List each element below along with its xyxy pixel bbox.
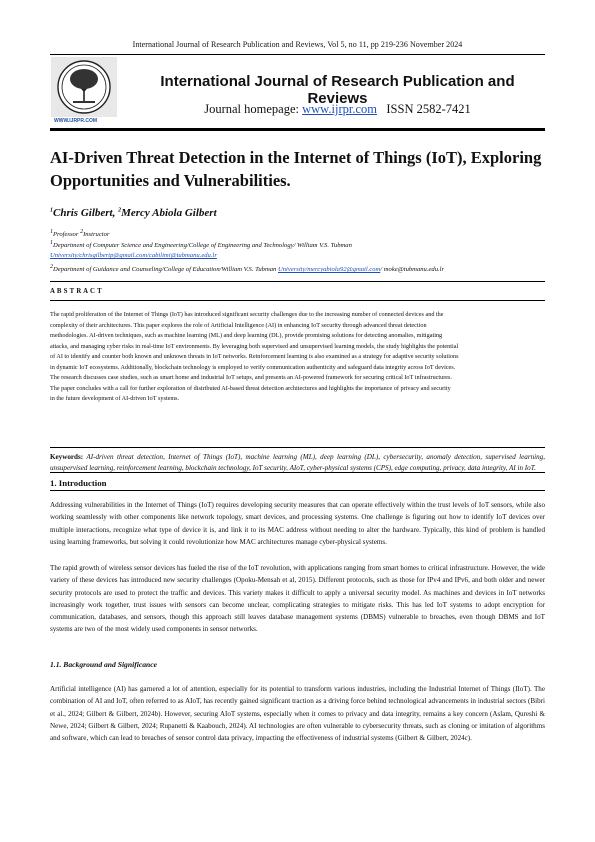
abstract-line: complexity of their architectures. This paper explores the role of Artificial Intelligence (AI) in enhancing IoT security through advanced threat detection [50,321,427,329]
author-2-mark: 2 [118,207,122,214]
abstract-line: in the future development of AI-driven IoT systems. [50,395,180,403]
abstract-line: The rapid proliferation of the Internet of Things (IoT) has introduced significant security challenges due to the increasing number of connected devices and the [50,311,444,318]
author-1-name: Chris Gilbert, [53,207,119,219]
keywords-label: Keywords: [50,453,84,461]
abstract-body [50,310,545,405]
author-2-name: Mercy Abiola Gilbert [121,207,217,219]
abstract-heading: A B S T R A C T [50,288,102,295]
section-1-paragraph-2: The rapid growth of wireless sensor devices has fueled the rise of the IoT revolution, with applications ranging from smart homes to critical infrastructure. However, the wide variety of these devices has introduced new security challenges (Opoku-Mensah et al, 2015). Different protocols, such as those for IPv4 and IPv6, and both older and newer security protocols are used to protect the traffic and devices. This variety makes it difficult to apply a universal security model. As machines and devices in IoT networks increasingly work together, trust issues with sensors can become unclear, complicating strategies to mitigate risks. This has led IoT systems to adopt encryption for communication, databases, and sensors, though this approach still leaves database management systems (DBMS) vulnerable to breaches, even though DBMS and IoT systems are two of the most widely used components in sensor networks. [50,564,545,634]
divider-abstract [50,300,545,301]
abstract-line: of AI to identify and counter both known and unknown threats in IoT networks. Reinforcement learning is also examined as a strategy for adaptive security solutions [50,353,459,361]
affiliation-1-emails [50,251,550,260]
keywords [50,452,545,473]
subsection-1-1-heading: 1.1. Background and Significance [50,660,157,669]
subsection-1-1-paragraph-1: Artificial intelligence (AI) has garnered a lot of attention, especially for its potential to transform various industries, including the Industrial Internet of Things (IIoT). The combination of AI and IoT, often referred to as AIoT, has recently gained significant traction as a driving force behind technological advancements in industrial sectors (Bibri et al., 2024; Gilbert & Gilbert, 2024b). However, securing AIoT systems, especially when it comes to privacy and data integrity, remains a key concern (Aslam, Qureshi & Newe, 2024; Gilbert & Gilbert, 2024; Rupanetti & Kaabouch, 2024). AI technologies are often vulnerable to cybersecurity threats, such as cloning or imitation of algorithms and software, which can lead to breaches of sensor control data privacy, impacting the effectiveness of industrial systems (Gilbert & Gilbert, 2024c). [50,685,545,743]
affiliation-1-mark: 1 [50,240,53,246]
affiliation-2-text: Department of Guidance and Counseling/College of Education/William V.S. Tubman [53,266,278,274]
affiliation-1-email-link[interactable]: University/chrisgilbertp@gmail.com/cabilimi@tubmanu.edu.lr [50,252,217,259]
paper-title: AI-Driven Threat Detection in the Internet of Things (IoT), Exploring Opportunities and Vulnerabilities. [50,148,542,190]
section-1-paragraph-1: Addressing vulnerabilities in the Internet of Things (IoT) requires developing security measures that can operate effectively within the trust levels of IoT sensors, while also working seamlessly with other components like network topology, smart devices, and processing systems. One challenge is figuring out how to identify IoT devices over multiple interactions, recognize what type of device it is, and link it to its MAC address without needing to alter the hardware. Typically, this kind of problem is handled using learning frameworks, but solving it could revolutionize how MAC architectures manage cyber-physical systems. [50,501,545,546]
keywords-text: AI-driven threat detection, Internet of Things (IoT), machine learning (ML), deep learning (DL), cybersecurity, anomaly detection, supervised learning, unsupervised learning, reinforcement learning, blockchain technology, IoT security, AIoT, cyber-physical systems (CPS), edge computing, privacy, data integrity, AI in IoT. [50,453,545,472]
homepage-label: Journal homepage: [204,102,299,116]
role-1: Professor [53,231,81,239]
journal-masthead [50,54,545,131]
affiliation-2-mark: 2 [50,264,53,270]
issn: ISSN 2582-7421 [386,102,471,116]
affiliation-2-email-2: / moke@tubmanu.edu.lr [380,266,445,274]
author-roles [50,228,550,239]
affiliation-1 [50,239,550,250]
journal-logo-tree-icon [51,57,117,125]
divider-keywords [50,447,545,448]
abstract-line: attacks, and managing cyber risks in real-time IoT environments. By leveraging both supervised and unsupervised learning models, the study highlights the potential [50,342,459,350]
abstract-line: in dynamic IoT ecosystems. Additionally, blockchain technology is employed to verify communication authenticity and safeguard data integrity across IoT devices. [50,363,456,371]
author-1-mark: 1 [50,207,53,214]
abstract-line: The paper concludes with a call for further exploration of distributed AI-based threat detection architectures and highlights the importance of privacy and security [50,384,451,392]
running-header: International Journal of Research Publication and Reviews, Vol 5, no 11, pp 219-236 November 2024 [132,40,463,49]
journal-title: International Journal of Research Publication and Reviews [160,73,515,107]
journal-homepage-line [130,102,545,117]
abstract-line: The research discusses case studies, such as smart home and industrial IoT setups, and presents an AI-powered framework for securing critical IoT infrastructures. [50,374,453,382]
divider-section [50,472,545,473]
homepage-link[interactable]: www.ijrpr.com [302,102,377,116]
abstract-line: methodologies. AI-driven techniques, such as machine learning (ML) and deep learning (DL), provide promising solutions for detecting anomalies, mitigating [50,332,443,340]
logo-caption: WWW.IJRPR.COM [54,118,98,124]
section-1-heading: 1. Introduction [50,478,107,488]
affiliation-2 [50,263,550,274]
author-list [50,207,217,219]
role-1-mark: 1 [50,229,53,235]
affiliation-1-text: Department of Computer Science and Engineering/College of Engineering and Technology/ William V.S. Tubman [53,242,352,250]
role-2-mark: 2 [80,229,84,235]
role-2: Instructor [83,231,110,239]
affiliation-2-email-link[interactable]: University/mercyabiola92@gmail.com [277,266,381,274]
divider-top [50,281,545,282]
divider-section-bottom [50,490,545,491]
